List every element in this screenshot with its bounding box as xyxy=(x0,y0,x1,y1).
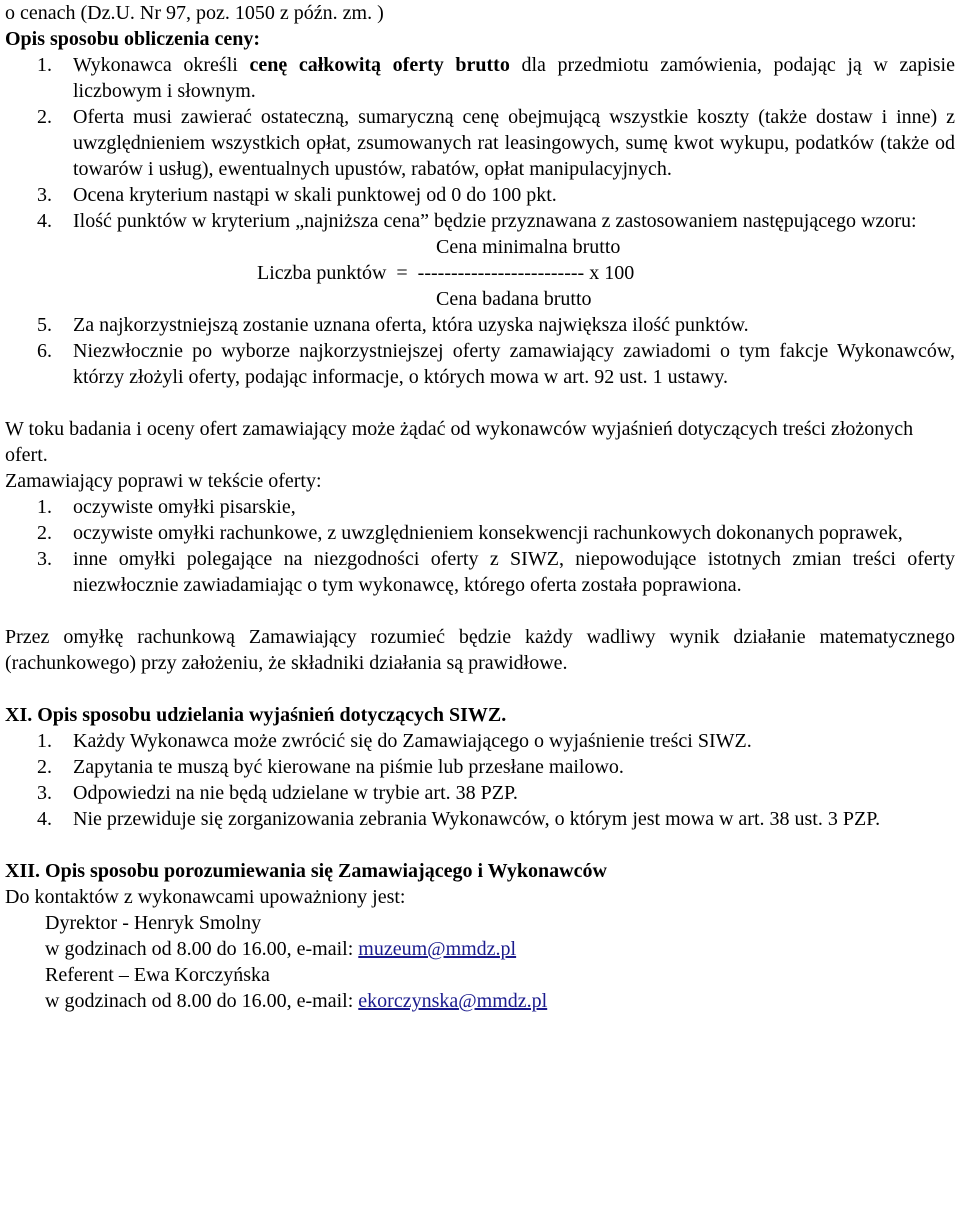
contact-2-name: Referent – Ewa Korczyńska xyxy=(45,964,270,986)
price-item-3: 3. Ocena kryterium nastąpi w skali punktowej od 0 do 100 pkt. xyxy=(37,184,557,206)
formula-denominator: Cena badana brutto xyxy=(436,288,592,310)
section-xii-title: XII. Opis sposobu porozumiewania się Zamawiającego i Wykonawców xyxy=(5,860,607,882)
list-number: 3. xyxy=(37,782,52,804)
list-number: 2. xyxy=(37,756,52,778)
document-page xyxy=(5,0,955,1014)
bold-phrase: cenę całkowitą oferty brutto xyxy=(249,54,510,76)
section-xi-title: XI. Opis sposobu udzielania wyjaśnień dotyczących SIWZ. xyxy=(5,704,507,726)
xi-item-3: 3. Odpowiedzi na nie będą udzielane w trybie art. 38 PZP. xyxy=(37,782,518,804)
price-item-6: 6. Niezwłocznie po wyborze najkorzystniejszej oferty zamawiający zawiadomi o tym fakcje Wykonawców, którzy złożyli oferty, podając informacje, o których mowa w art. 92 ust. 1 ustawy. xyxy=(37,340,955,388)
review-paragraph: W toku badania i oceny ofert zamawiający może żądać od wykonawców wyjaśnień dotyczących treści złożonych ofert. xyxy=(5,418,914,466)
corrections-intro: Zamawiający poprawi w tekście oferty: xyxy=(5,470,322,492)
law-reference: o cenach (Dz.U. Nr 97, poz. 1050 z późn. zm. ) xyxy=(5,2,384,24)
correction-item-1: 1. oczywiste omyłki pisarskie, xyxy=(37,496,296,518)
list-number: 1. xyxy=(37,54,52,76)
list-number: 3. xyxy=(37,184,52,206)
xi-item-2: 2. Zapytania te muszą być kierowane na piśmie lub przesłane mailowo. xyxy=(37,756,624,778)
price-section-title: Opis sposobu obliczenia ceny: xyxy=(5,28,261,50)
contacts-intro: Do kontaktów z wykonawcami upoważniony jest: xyxy=(5,886,406,908)
contact-2-hours: w godzinach od 8.00 do 16.00, e-mail: ekorczynska@mmdz.pl xyxy=(45,990,548,1012)
price-item-1: 1. Wykonawca określi cenę całkowitą oferty brutto dla przedmiotu zamówienia, podając ją w zapisie liczbowym i słownym. xyxy=(37,54,955,102)
xi-item-4: 4. Nie przewiduje się zorganizowania zebrania Wykonawców, o którym jest mowa w art. 38 ust. 3 PZP. xyxy=(37,808,881,830)
formula-main-line: Liczba punktów = ------------------------- x 100 xyxy=(257,262,635,284)
list-number: 1. xyxy=(37,496,52,518)
list-number: 3. xyxy=(37,548,52,570)
contact-2-email-link[interactable]: ekorczynska@mmdz.pl xyxy=(358,990,548,1012)
price-item-2: 2. Oferta musi zawierać ostateczną, sumaryczną cenę obejmującą wszystkie koszty (także dostaw i inne) z uwzględnieniem wszystkich opłat, zsumowanych rat leasingowych, sumę kwot wykupu, podatków (także od towarów i usług), ewentualnych upustów, rabatów, opłat manipulacyjnych. xyxy=(37,106,955,180)
correction-item-2: 2. oczywiste omyłki rachunkowe, z uwzględnieniem konsekwencji rachunkowych dokonanych poprawek, xyxy=(37,522,903,544)
xi-item-1: 1. Każdy Wykonawca może zwrócić się do Zamawiającego o wyjaśnienie treści SIWZ. xyxy=(37,730,752,752)
formula-numerator: Cena minimalna brutto xyxy=(436,236,621,258)
arithmetic-error-paragraph: Przez omyłkę rachunkową Zamawiający rozumieć będzie każdy wadliwy wynik działanie matematycznego (rachunkowego) przy założeniu, że składniki działania są prawidłowe. xyxy=(5,626,955,674)
list-number: 5. xyxy=(37,314,52,336)
price-item-4: 4. Ilość punktów w kryterium „najniższa cena” będzie przyznawana z zastosowaniem następującego wzoru: xyxy=(37,210,917,232)
list-number: 4. xyxy=(37,808,52,830)
contact-1-name: Dyrektor - Henryk Smolny xyxy=(45,912,262,934)
list-number: 2. xyxy=(37,106,52,128)
correction-item-3: 3. inne omyłki polegające na niezgodności oferty z SIWZ, niepowodujące istotnych zmian treści oferty niezwłocznie zawiadamiając o tym wykonawcę, którego oferta została poprawiona. xyxy=(37,548,955,596)
contact-1-hours: w godzinach od 8.00 do 16.00, e-mail: muzeum@mmdz.pl xyxy=(45,938,517,960)
list-number: 4. xyxy=(37,210,52,232)
list-number: 6. xyxy=(37,340,52,362)
list-number: 2. xyxy=(37,522,52,544)
contact-1-email-link[interactable]: muzeum@mmdz.pl xyxy=(358,938,517,960)
price-item-5: 5. Za najkorzystniejszą zostanie uznana oferta, która uzyska największa ilość punktów. xyxy=(37,314,749,336)
list-number: 1. xyxy=(37,730,52,752)
scoring-formula xyxy=(5,234,955,312)
